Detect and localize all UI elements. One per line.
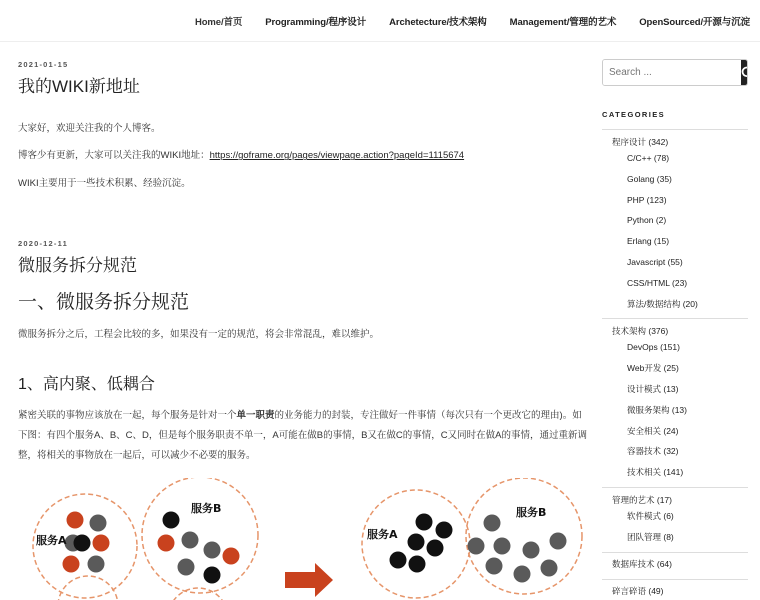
node-gray [486,558,503,575]
node-gray [90,515,107,532]
node-black [427,540,444,557]
subsection-heading: 1、高内聚、低耦合 [18,376,155,393]
category-security[interactable]: 安全相关 (24) [627,425,679,436]
wiki-link[interactable]: https://goframe.org/pages/viewpage.action?pageId=1115674 [209,150,465,162]
category-devops[interactable]: DevOps (151) [627,342,680,353]
post-title[interactable]: 微服务拆分规范 [18,255,137,275]
category-javascript[interactable]: Javascript (55) [627,256,683,267]
post-title[interactable]: 我的WIKI新地址 [18,77,140,96]
top-navigation [0,0,760,42]
category-cpp[interactable]: C/C++ (78) [627,153,670,163]
post-paragraph [18,406,590,466]
category-erlang[interactable]: Erlang (15) [627,236,670,247]
post-wiki [18,60,590,191]
node-gray [494,538,511,555]
node-black [409,556,426,573]
category-programming[interactable]: 程序设计 (342) [612,137,669,147]
service-ring [58,576,118,600]
service-diagram [18,478,590,600]
category-software-patterns[interactable]: 软件模式 (6) [627,510,674,521]
node-gray [484,515,501,532]
paragraph-text: 紧密关联的事物应该放在一起，每个服务是针对一个 [18,410,237,421]
node-black [163,512,180,529]
node-gray [541,560,558,577]
category-algorithms[interactable]: 算法/数据结构 (20) [627,298,698,309]
node-gray [88,556,105,573]
section-heading: 一、微服务拆分规范 [18,291,190,313]
node-red [223,548,240,565]
category-team-management[interactable]: 团队管理 (8) [627,531,674,542]
category-architecture[interactable]: 技术架构 (376) [602,318,748,337]
node-black [204,567,221,584]
nav-item-management[interactable]: Management/管理的艺术 [509,17,617,28]
service-b-label: 服务B [516,506,547,519]
category-golang[interactable]: Golang (35) [627,173,672,184]
category-management[interactable]: 管理的艺术 (17) [602,487,748,506]
node-black [390,552,407,569]
paragraph-text: 博客少有更新，大家可以关注我的WIKI地址： [18,150,210,162]
search-icon [741,66,748,80]
post-paragraph [18,149,590,163]
service-ring [168,588,228,600]
category-list [602,129,748,600]
nav-item-opensourced[interactable]: OpenSourced/开源与沉淀 [639,17,750,28]
post-paragraph: WIKI主要用于一些技术积累、经验沉淀。 [18,177,191,189]
category-containers[interactable]: 容器技术 (32) [627,446,679,457]
category-python[interactable]: Python (2) [627,215,667,226]
node-gray [182,532,199,549]
categories-title: CATEGORIES [602,110,666,119]
category-web[interactable]: Web开发 (25) [627,363,679,374]
category-design-patterns[interactable]: 设计模式 (13) [627,383,679,394]
transform-arrow [285,563,333,597]
sidebar [602,59,748,600]
node-gray [468,538,485,555]
category-microservices[interactable]: 微服务架构 (13) [627,404,687,415]
search-input[interactable] [603,60,741,85]
node-red [158,535,175,552]
nav-item-programming[interactable]: Programming/程序设计 [265,17,367,28]
node-black [416,514,433,531]
node-black [408,534,425,551]
node-red [93,535,110,552]
paragraph-text: 的业务能力的封装，专注做好一件事情（每次只有一个更改它的理由)。如下图：有四个服务A、B、C、D，但是每个服务职责不单一，A可能在做B的事情，B又在做C的事情，C又同时在做A的事情，通过重新调整，将相关的事物放在一起后，可以减少不必要的服务。 [18,410,587,461]
search-form [602,59,748,86]
post-paragraph: 微服务拆分之后，工程会比较的多，如果没有一定的规范，将会非常混乱，难以维护。 [18,328,380,340]
search-button[interactable] [741,60,748,85]
post-date[interactable]: 2021-01-15 [18,60,69,69]
category-tech-related[interactable]: 技术相关 (141) [627,467,684,478]
main-content [18,42,590,466]
nav-item-home[interactable]: Home/首页 [194,17,243,28]
category-misc[interactable]: 碎言碎语 (49) [602,579,748,600]
node-black [74,535,91,552]
node-black [436,522,453,539]
node-gray [514,566,531,583]
node-gray [523,542,540,559]
node-gray [550,533,567,550]
node-gray [178,559,195,576]
service-a-label: 服务A [36,534,67,547]
emphasis-text: 单一职责 [236,410,275,421]
node-red [63,556,80,573]
node-gray [204,542,221,559]
service-a-label: 服务A [367,528,398,541]
category-css-html[interactable]: CSS/HTML (23) [627,277,688,288]
node-red [67,512,84,529]
nav-item-architecture[interactable]: Archetecture/技术架构 [389,17,487,28]
post-microservice [18,239,590,466]
category-php[interactable]: PHP (123) [627,194,667,205]
category-database[interactable]: 数据库技术 (64) [602,552,748,575]
service-b-label: 服务B [191,502,222,515]
post-date[interactable]: 2020-12-11 [18,238,68,248]
post-paragraph: 大家好，欢迎关注我的个人博客。 [18,123,161,134]
service-ring [142,478,258,593]
